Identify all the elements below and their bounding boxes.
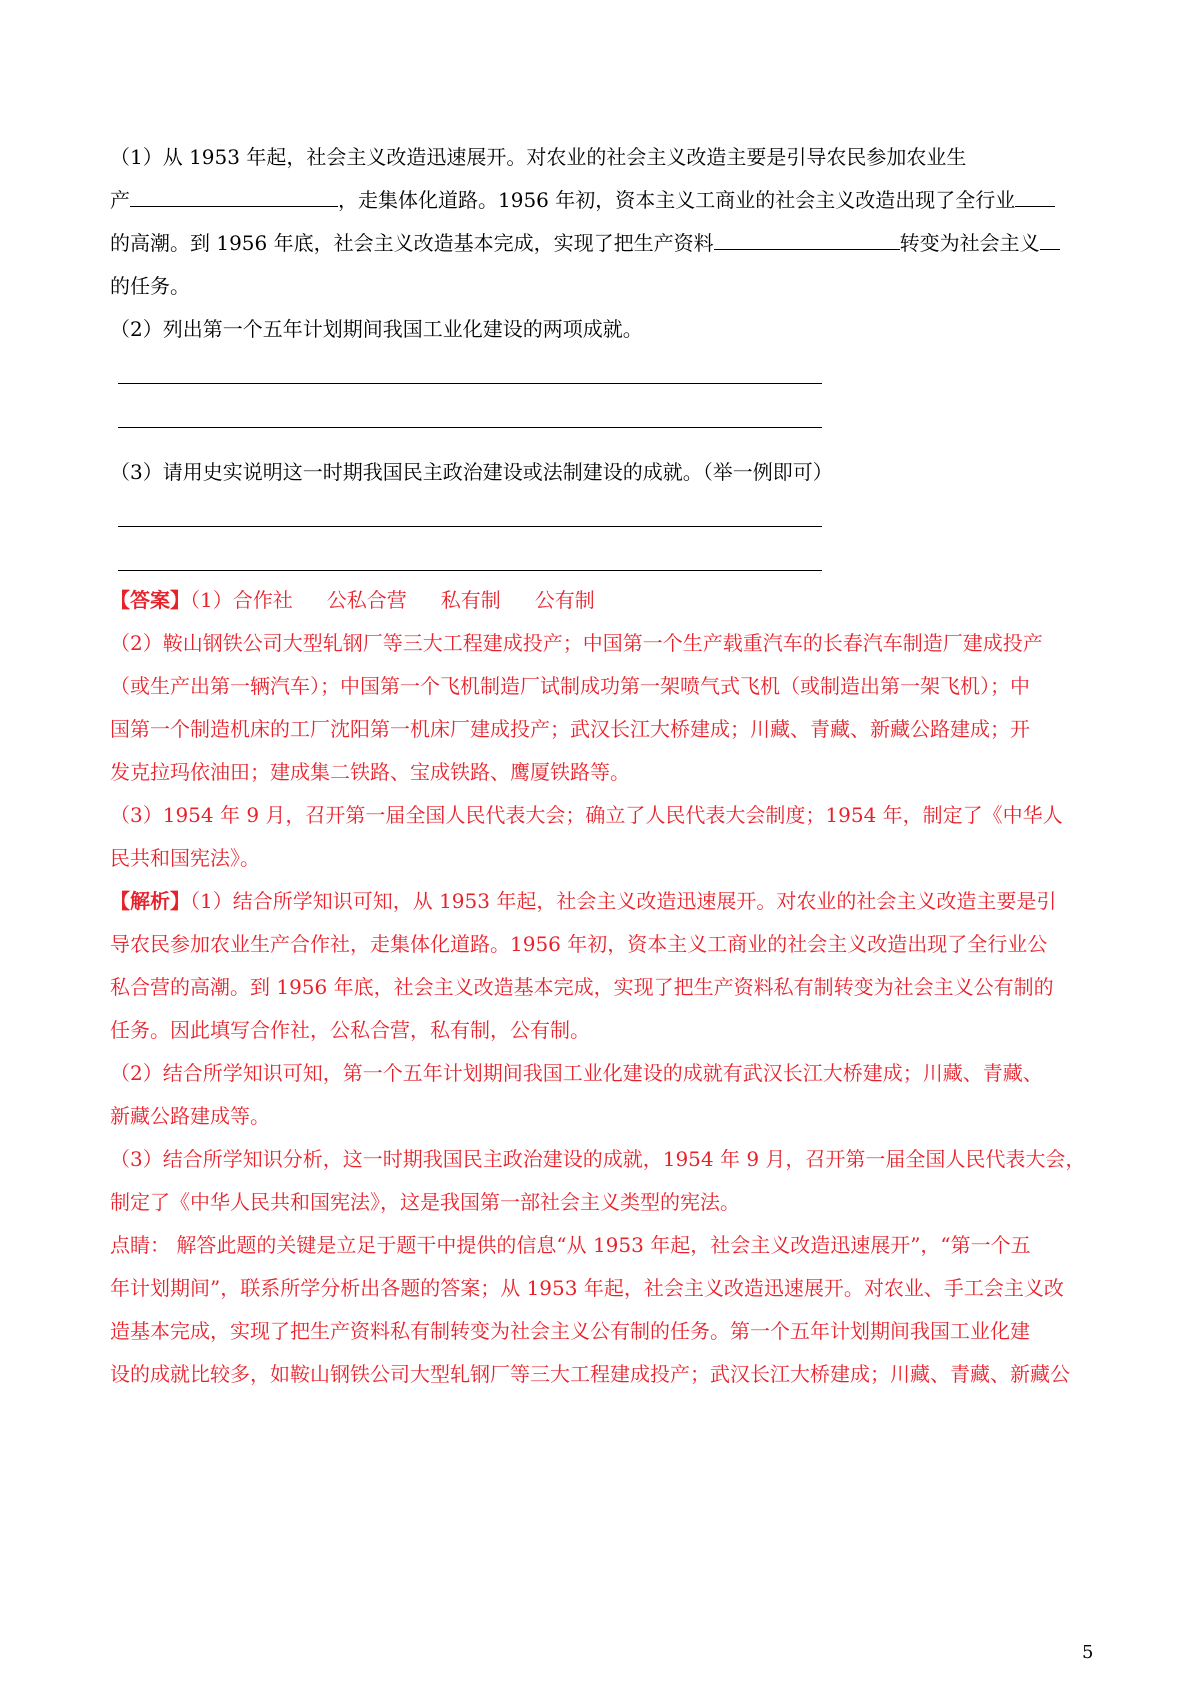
- answer-item: 合作社: [232, 588, 293, 612]
- tip-line: 设的成就比较多，如鞍山钢铁公司大型轧钢厂等三大工程建成投产；武汉长江大桥建成；川藏、青藏、新藏公: [110, 1362, 1070, 1386]
- page-number: 5: [1082, 1642, 1094, 1663]
- answer-line-1: [110, 586, 1100, 614]
- analysis-1-line: 导农民参加农业生产合作社，走集体化道路。1956 年初，资本主义工商业的社会主义改造出现了全行业公: [110, 932, 1048, 956]
- tip-line: 造基本完成，实现了把生产资料私有制转变为社会主义公有制的任务。第一个五年计划期间我国工业化建: [110, 1319, 1030, 1343]
- answer-blank-3: [714, 229, 900, 250]
- analysis-2-line: 新藏公路建成等。: [110, 1104, 270, 1128]
- question-3: [110, 458, 1100, 486]
- question-1-text: 的高潮。到 1956 年底，社会主义改造基本完成，实现了把生产资料: [110, 231, 714, 255]
- analysis-line-1: [110, 887, 1100, 915]
- question-1-text: 产: [110, 188, 130, 212]
- answer-item: 私有制: [440, 588, 501, 612]
- answer-2-line: 发克拉玛依油田；建成集二铁路、宝成铁路、鹰厦铁路等。: [110, 760, 630, 784]
- question-2: [110, 315, 1100, 343]
- question-1-line-3: [110, 229, 1100, 257]
- answer-blank-2: [1015, 186, 1055, 207]
- analysis-3-line: （3）结合所学知识分析，这一时期我国民主政治建设的成就，1954 年 9 月，召开第一届全国人民代表大会，: [110, 1147, 1086, 1171]
- tip-line: 点睛： 解答此题的关键是立足于题干中提供的信息“从 1953 年起，社会主义改造迅速展开”，“第一个五: [110, 1233, 1031, 1257]
- question-1-line-2: [110, 186, 1100, 214]
- answer-2-line: （或生产出第一辆汽车）；中国第一个飞机制造厂试制成功第一架喷气式飞机（或制造出第一架飞机）；中: [110, 674, 1030, 698]
- question-1-line-1: [110, 143, 1100, 171]
- question-1-text: 转变为社会主义: [899, 231, 1040, 255]
- question-2-text: （2）列出第一个五年计划期间我国工业化建设的两项成就。: [110, 317, 643, 341]
- tip-line: 年计划期间”，联系所学分析出各题的答案；从 1953 年起，社会主义改造迅速展开。对农业、手工会主义改: [110, 1276, 1064, 1300]
- question-1-text: 的任务。: [110, 274, 190, 298]
- answer-item: 公私合营: [326, 588, 407, 612]
- answer-blank-4: [1040, 229, 1060, 250]
- answer-label: 【答案】: [110, 588, 190, 612]
- analysis-3-line: 制定了《中华人民共和国宪法》，这是我国第一部社会主义类型的宪法。: [110, 1190, 740, 1214]
- answer-2-line: 国第一个制造机床的工厂沈阳第一机床厂建成投产；武汉长江大桥建成；川藏、青藏、新藏公路建成；开: [110, 717, 1030, 741]
- answer-3-line: （3）1954 年 9 月，召开第一届全国人民代表大会；确立了人民代表大会制度；1954 年，制定了《中华人: [110, 803, 1063, 827]
- question-1-line-4: [110, 272, 1100, 300]
- question-3-text: （3）请用史实说明这一时期我国民主政治建设或法制建设的成就。（举一例即可）: [110, 460, 833, 484]
- answer-line: [118, 570, 822, 571]
- question-1-text: （1）从 1953 年起，社会主义改造迅速展开。对农业的社会主义改造主要是引导农民参加农业生: [110, 145, 967, 169]
- analysis-1-line: 私合营的高潮。到 1956 年底，社会主义改造基本完成，实现了把生产资料私有制转变为社会主义公有制的: [110, 975, 1054, 999]
- question-1-text: ，走集体化道路。1956 年初，资本主义工商业的社会主义改造出现了全行业: [338, 188, 1016, 212]
- answer-3-line: 民共和国宪法》。: [110, 846, 260, 870]
- answer-1-prefix: （1）: [190, 588, 233, 612]
- answer-2-line: （2）鞍山钢铁公司大型轧钢厂等三大工程建成投产；中国第一个生产载重汽车的长春汽车制造厂建成投产: [110, 631, 1043, 655]
- analysis-text: （1）结合所学知识可知，从 1953 年起，社会主义改造迅速展开。对农业的社会主义改造主要是引: [190, 889, 1057, 913]
- answer-line: [118, 383, 822, 384]
- analysis-label: 【解析】: [110, 889, 190, 913]
- analysis-2-line: （2）结合所学知识可知，第一个五年计划期间我国工业化建设的成就有武汉长江大桥建成；川藏、青藏、: [110, 1061, 1043, 1085]
- answer-line: [118, 526, 822, 527]
- analysis-1-line: 任务。因此填写合作社，公私合营，私有制，公有制。: [110, 1018, 590, 1042]
- answer-line: [118, 427, 822, 428]
- answer-item: 公有制: [534, 588, 595, 612]
- answer-blank-1: [130, 186, 338, 207]
